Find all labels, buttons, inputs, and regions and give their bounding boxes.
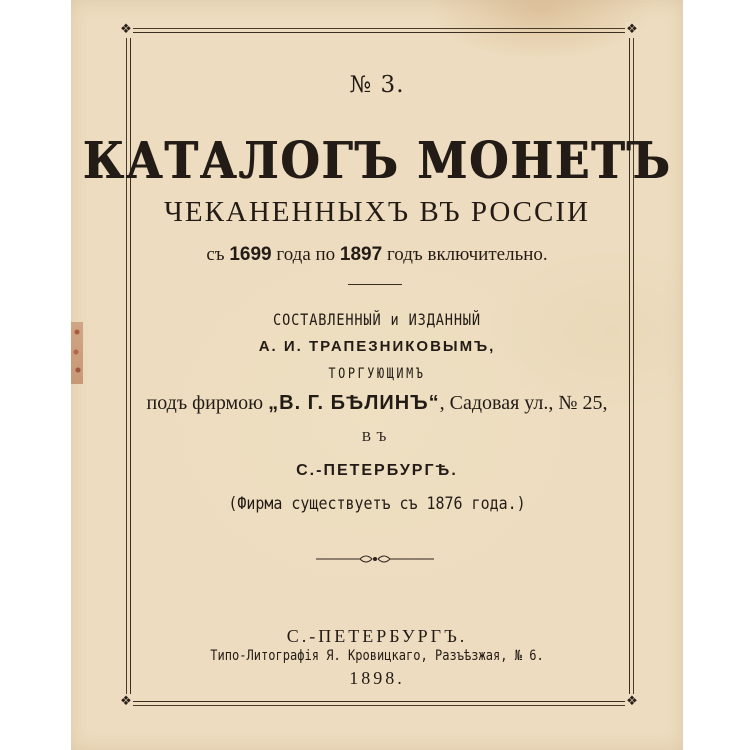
footer-city: С.-ПЕТЕРБУРГЪ. [286,626,468,646]
date-prefix: съ [206,244,225,265]
in-word: ВЪ [361,430,393,445]
ornament-divider-icon [316,551,434,567]
year-start: 1699 [229,244,272,265]
trading-line: ТОРГУЮЩИМЪ [328,366,426,382]
firm-line [71,392,683,415]
year-end: 1897 [339,244,383,265]
divider-rule [348,284,402,285]
corner-ornament-icon: ❖ [626,22,638,37]
footer-printer: Типо-Литографія Я. Кровицкаго, Разъѣзжая, № 6. [210,648,544,664]
subtitle: ЧЕКАНЕННЫХЪ ВЪ РОССІИ [164,196,590,228]
main-title: КАТАЛОГЪ МОНЕТЪ [82,130,672,191]
city-name: С.-ПЕТЕРБУРГѢ. [296,462,458,479]
author-name: А. И. ТРАПЕЗНИКОВЫМЪ, [258,338,496,355]
footer-year: 1898. [349,668,405,688]
date-range [71,244,683,266]
date-suffix: годъ включительно. [386,244,548,265]
firm-established: (Фирма существуетъ съ 1876 года.) [228,494,526,514]
date-middle: года по [276,244,336,265]
corner-ornament-icon: ❖ [626,694,638,709]
compiled-line: СОСТАВЛЕННЫЙ и ИЗДАННЫЙ [273,310,481,329]
catalog-number: № 3. [349,72,405,98]
corner-ornament-icon: ❖ [120,694,132,709]
firm-prefix: подъ фирмою [146,392,264,414]
corner-ornament-icon: ❖ [120,22,132,37]
firm-name: „В. Г. БѢЛИНЪ“ [268,392,440,414]
firm-address: , Садовая ул., № 25, [439,392,608,414]
